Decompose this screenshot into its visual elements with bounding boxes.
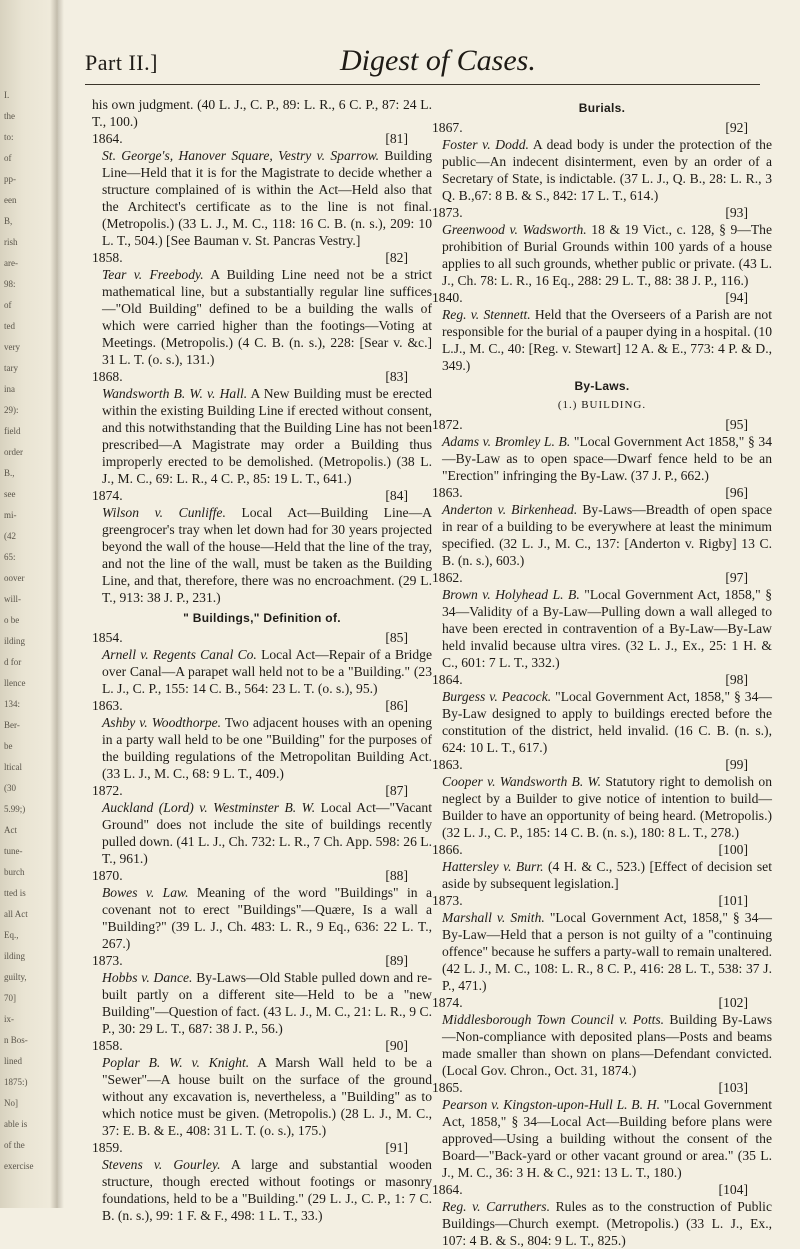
case-year-row [92, 1037, 432, 1054]
case-number: [90] [385, 1038, 408, 1053]
case-year: 1858. [92, 250, 123, 265]
case-entry [432, 416, 772, 484]
case-year-row [432, 841, 772, 858]
case-body [92, 385, 432, 487]
case-summary: Two adjacent houses with an opening in a party wall held to be one "Building" for the purposes of the building regulations of the Metropolitan Building Act. (33 L. J., M. C., 68: 9 L. T., 409.) [102, 715, 432, 781]
margin-fragment: of the [4, 1140, 25, 1150]
case-entry [432, 569, 772, 671]
margin-fragment: ilding [4, 951, 26, 961]
margin-fragment: all Act [4, 909, 28, 919]
case-year: 1874. [432, 995, 463, 1010]
case-entry [432, 671, 772, 756]
case-year-row [92, 368, 432, 385]
case-year-row [432, 289, 772, 306]
case-year: 1873. [432, 893, 463, 908]
case-year-row [92, 867, 432, 884]
case-number: [92] [725, 120, 748, 135]
case-number: [84] [385, 488, 408, 503]
case-summary: A New Building must be erected within the existing Building Line if erected without consent, and this notwithstanding that the Building Line has not been prescribed—A Magistrate may order a Building thus improperly erected to be demolished. (Metropolis.) (38 L. J., M. C., 69: L. R., 4 C. P., 85: 19 L. T., 641.) [102, 386, 432, 486]
margin-fragment: be [4, 741, 13, 751]
margin-fragment: 98: [4, 279, 16, 289]
case-number: [95] [725, 417, 748, 432]
section-heading: By-Laws. [574, 379, 630, 393]
case-name: Adams v. Bromley L. B. [442, 434, 571, 449]
case-year: 1862. [432, 570, 463, 585]
case-year-row [432, 994, 772, 1011]
case-name: Wandsworth B. W. v. Hall. [102, 386, 248, 401]
margin-fragment: tted is [4, 888, 26, 898]
case-year: 1864. [92, 131, 123, 146]
case-year: 1863. [432, 757, 463, 772]
case-body [432, 586, 772, 671]
case-year-row [432, 1181, 772, 1198]
margin-fragment: n Bos- [4, 1035, 28, 1045]
case-number: [96] [725, 485, 748, 500]
margin-fragment: 65: [4, 552, 16, 562]
case-name: Stevens v. Gourley. [102, 1157, 221, 1172]
case-summary: "Local Government Act, 1858," § 34—Local Act—Building before plans were approved—Using a building without the consent of the Board—"Back-yard or other vacant ground or area." (35 L. J., M. C., 36: 3 H. & C., 921: 13 L. T., 180.) [442, 1097, 772, 1180]
case-entry [92, 952, 432, 1037]
case-name: Cooper v. Wandsworth B. W. [442, 774, 602, 789]
case-number: [103] [718, 1080, 748, 1095]
margin-fragment: I. [4, 90, 10, 100]
page-fold-shadow [50, 0, 64, 1208]
case-body [432, 501, 772, 569]
case-number: [83] [385, 369, 408, 384]
case-summary: A large and substantial wooden structure, though erected without footings or masonry foundations, held to be a "Building." (29 L. J., C. P., 1: 7 C. B. (n. s.), 99: 1 F. & F., 498: 1 L. T., 33.) [102, 1157, 432, 1223]
case-entry [92, 1139, 432, 1224]
case-summary: Local Act—Building Line—A greengrocer's tray when let down had for 30 years projected beyond the wall of the house—Held that the line of the tray, and not the line of the wall, must be taken as the Building Line, and that, therefore, there was no encroachment. (29 L. T., 913: 38 J. P., 231.) [102, 505, 432, 605]
case-summary: (4 H. & C., 523.) [Effect of decision set aside by subsequent legislation.] [442, 859, 772, 891]
case-year-row [92, 697, 432, 714]
margin-fragment: ted [4, 321, 15, 331]
case-entry [92, 697, 432, 782]
case-body [432, 136, 772, 204]
case-entry [92, 1037, 432, 1139]
case-number: [82] [385, 250, 408, 265]
left-column [92, 96, 432, 1224]
case-year-row [432, 204, 772, 221]
case-name: Brown v. Holyhead L. B. [442, 587, 580, 602]
case-name: St. George's, Hanover Square, Vestry v. Sparrow. [102, 148, 380, 163]
margin-fragment: ina [4, 384, 15, 394]
margin-fragment: guilty, [4, 972, 27, 982]
case-year-row [432, 569, 772, 586]
case-year-row [432, 119, 772, 136]
margin-fragment: able is [4, 1119, 28, 1129]
margin-fragment: Act [4, 825, 17, 835]
case-entry [92, 867, 432, 952]
case-year: 1867. [432, 120, 463, 135]
case-year: 1864. [432, 672, 463, 687]
case-name: Arnell v. Regents Canal Co. [102, 647, 257, 662]
case-body [92, 147, 432, 249]
margin-fragment: tary [4, 363, 18, 373]
continued-text: his own judgment. (40 L. J., C. P., 89: L. R., 6 C. P., 87: 24 L. T., 100.) [92, 97, 432, 129]
case-body [92, 504, 432, 606]
case-number: [99] [725, 757, 748, 772]
margin-fragment: burch [4, 867, 25, 877]
case-year: 1870. [92, 868, 123, 883]
margin-fragment: een [4, 195, 17, 205]
case-number: [87] [385, 783, 408, 798]
case-year-row [432, 1079, 772, 1096]
case-name: Wilson v. Cunliffe. [102, 505, 226, 520]
case-entry [432, 119, 772, 204]
margin-fragment: 29): [4, 405, 19, 415]
case-number: [81] [385, 131, 408, 146]
case-year: 1873. [432, 205, 463, 220]
case-summary: "Local Government Act, 1858," § 34—By-Law—Held that a person is not guilty of a "continuing offence" because he suffers a party-wall to remain unaltered. (42 L. J., M. C., 108: L. R., 8 C. P., 416: 28 L. T., 538: 37 J. P., 471.) [442, 910, 773, 993]
case-year: 1872. [92, 783, 123, 798]
case-year: 1858. [92, 1038, 123, 1053]
case-summary: "Local Government Act 1858," § 34—By-Law as to open space—Dwarf fence held to be an "Erection" infringing the By-Law. (37 J. P., 662.) [442, 434, 773, 483]
case-summary: "Local Government Act, 1858," § 34—Validity of a By-Law—Pulling down a wall alleged to have been erected in contravention of a By-Law—By-Law held invalid because ultra vires. (32 L. J., Ex., 25: 1 H. & C., 601: 7 L. T., 332.) [442, 587, 772, 670]
case-name: Poplar B. W. v. Knight. [102, 1055, 250, 1070]
page-title: Digest of Cases. [340, 44, 536, 77]
case-body [92, 799, 432, 867]
case-year-row [432, 756, 772, 773]
margin-fragment: order [4, 447, 23, 457]
margin-fragment: of [4, 153, 12, 163]
case-body [92, 1156, 432, 1224]
case-year-row [92, 629, 432, 646]
case-year-row [92, 1139, 432, 1156]
margin-fragment: ltical [4, 762, 22, 772]
case-year: 1872. [432, 417, 463, 432]
margin-fragment: (30 [4, 783, 16, 793]
case-name: Bowes v. Law. [102, 885, 189, 900]
case-body [432, 306, 772, 374]
case-number: [89] [385, 953, 408, 968]
margin-fragment: ix- [4, 1014, 14, 1024]
case-body [432, 773, 772, 841]
case-entry [432, 756, 772, 841]
case-name: Foster v. Dodd. [442, 137, 529, 152]
case-body [92, 884, 432, 952]
margin-fragment: No] [4, 1098, 18, 1108]
case-entry [432, 1079, 772, 1181]
case-summary: A Marsh Wall held to be a "Sewer"—A house built on the surface of the ground without any excavation is, nevertheless, a "Building" as to which notice must be given. (Metropolis.) (28 L. J., M. C., 37: E. B. & E., 408: 31 L. T. (o. s.), 175.) [102, 1055, 432, 1138]
case-year-row [432, 484, 772, 501]
case-name: Pearson v. Kingston-upon-Hull L. B. H. [442, 1097, 660, 1112]
case-name: Greenwood v. Wadsworth. [442, 222, 587, 237]
case-body [432, 433, 772, 484]
margin-fragment: 134: [4, 699, 21, 709]
right-column [432, 96, 772, 1249]
margin-fragment: tune- [4, 846, 23, 856]
margin-fragment: will- [4, 594, 21, 604]
case-number: [104] [718, 1182, 748, 1197]
case-entry [92, 368, 432, 487]
case-entry [432, 892, 772, 994]
margin-fragment: B., [4, 468, 15, 478]
case-year: 1865. [432, 1080, 463, 1095]
margin-fragment: see [4, 489, 16, 499]
section-heading: " Buildings," Definition of. [183, 611, 341, 625]
case-body [92, 969, 432, 1037]
case-year-row [92, 130, 432, 147]
case-body [432, 221, 772, 289]
case-number: [93] [725, 205, 748, 220]
margin-fragment: ilding [4, 636, 26, 646]
case-number: [97] [725, 570, 748, 585]
case-body [92, 1054, 432, 1139]
case-name: Hattersley v. Burr. [442, 859, 544, 874]
case-year: 1863. [432, 485, 463, 500]
case-year: 1840. [432, 290, 463, 305]
margin-fragment: the [4, 111, 15, 121]
case-year-row [432, 671, 772, 688]
case-name: Anderton v. Birkenhead. [442, 502, 578, 517]
case-entry [92, 782, 432, 867]
case-summary: Meaning of the word "Buildings" in a covenant not to erect "Buildings"—Quære, Is a wall a "Building?" (39 L. J., Ch. 483: L. R., 9 Eq., 636: 22 L. T., 267.) [102, 885, 432, 951]
margin-fragment: B, [4, 216, 13, 226]
margin-fragment: d for [4, 657, 22, 667]
case-name: Tear v. Freebody. [102, 267, 204, 282]
case-number: [100] [718, 842, 748, 857]
case-summary: Rules as to the construction of Public Buildings—Church exempt. (Metropolis.) (33 L. J., Ex., 107: 4 B. & S., 804: 9 L. T., 825.) [442, 1199, 772, 1248]
case-body [92, 646, 432, 697]
margin-fragment: (42 [4, 531, 16, 541]
case-entry [432, 204, 772, 289]
case-summary: Building Line—Held that it is for the Magistrate to decide whether a structure complained of is within the Act—Held also that the Architect's certificate as to the line is not final. (Metropolis.) (33 L. J., M. C., 118: 16 C. B. (n. s.), 209: 10 L. T., 504.) [See Bauman v. St. Pancras Vestry.] [102, 148, 432, 248]
case-year-row [432, 416, 772, 433]
margin-fragment: exercise [4, 1161, 34, 1171]
margin-fragment: 5.99;) [4, 804, 26, 814]
section-heading: Burials. [578, 101, 626, 115]
case-year: 1874. [92, 488, 123, 503]
subsection-heading: (1.) BUILDING. [557, 399, 647, 411]
case-number: [91] [385, 1140, 408, 1155]
case-number: [94] [725, 290, 748, 305]
case-summary: 18 & 19 Vict., c. 128, § 9—The prohibition of Burial Grounds within 100 yards of a house applies to all such grounds, whether public or private. (43 L. J., Ch. 78: L. R., 16 Eq., 288: 29 L. T., 88: 38 J. P., 116.) [442, 222, 773, 288]
case-name: Reg. v. Carruthers. [442, 1199, 550, 1214]
margin-fragment: Eq., [4, 930, 19, 940]
margin-fragment: to: [4, 132, 14, 142]
running-header [85, 40, 760, 80]
case-year: 1868. [92, 369, 123, 384]
case-entry [432, 841, 772, 892]
case-entry [92, 629, 432, 697]
margin-fragment: llence [4, 678, 26, 688]
case-year: 1863. [92, 698, 123, 713]
case-number: [85] [385, 630, 408, 645]
case-year: 1864. [432, 1182, 463, 1197]
case-summary: Local Act—Repair of a Bridge over Canal—A parapet wall held not to be a "Building." (23 L. J., C. P., 155: 14 C. B., 564: 23 L. T. (o. s.), 95.) [102, 647, 432, 696]
case-number: [88] [385, 868, 408, 883]
margin-fragment: 70] [4, 993, 16, 1003]
case-entry [92, 249, 432, 368]
case-summary: Building By-Laws—Non-compliance with deposited plans—Posts and beams made smaller than shown on plans—Defendant convicted. (Local Gov. Chron., Oct. 31, 1874.) [442, 1012, 772, 1078]
case-summary: "Local Government Act, 1858," § 34—By-Law designed to apply to buildings erected before the constitution of the district, held invalid. (16 C. B. (n. s.), 624: 10 L. T., 617.) [442, 689, 772, 755]
case-year: 1866. [432, 842, 463, 857]
case-name: Reg. v. Stennett. [442, 307, 531, 322]
margin-fragment: o be [4, 615, 20, 625]
margin-fragment: pp- [4, 174, 16, 184]
margin-fragment: of [4, 300, 12, 310]
case-body [432, 1011, 772, 1079]
case-year-row [432, 892, 772, 909]
case-entry [432, 994, 772, 1079]
case-summary: Statutory right to demolish on neglect by a Builder to give notice of intention to build—Builder to have an opportunity of being heard. (Metropolis.) (32 L. J., C. P., 185: 14 C. B. (n. s.), 180: 8 L. T., 278.) [442, 774, 772, 840]
margin-fragment: Ber- [4, 720, 20, 730]
case-body [432, 1096, 772, 1181]
case-summary: A dead body is under the protection of the public—An indecent disinterment, even by an order of a Secretary of State, is indictable. (37 L. J., Q. B., 28: L. R., 3 Q. B.,67: 8 B. & S., 842: 17 L. T., 614.) [442, 137, 772, 203]
case-entry [432, 484, 772, 569]
margin-fragment: rish [4, 237, 18, 247]
case-entry [432, 1181, 772, 1249]
case-number: [101] [718, 893, 748, 908]
header-rule [85, 84, 760, 85]
case-name: Auckland (Lord) v. Westminster B. W. [102, 800, 316, 815]
case-number: [86] [385, 698, 408, 713]
case-name: Ashby v. Woodthorpe. [102, 715, 222, 730]
case-body [92, 714, 432, 782]
case-summary: A Building Line need not be a strict mathematical line, but a substantially regular line suffices—"Old Building" defined to be a building the walls of which were carried higher than the footings—Voting at Meetings. (Metropolis.) (4 C. B. (n. s.), 228: [Sear v. &c.] 31 L. T. (o. s.), 131.) [102, 267, 432, 367]
case-entry [92, 130, 432, 249]
margin-fragment: are- [4, 258, 18, 268]
case-body [92, 266, 432, 368]
margin-fragment: very [4, 342, 20, 352]
case-year: 1859. [92, 1140, 123, 1155]
case-entry [92, 487, 432, 606]
case-year: 1854. [92, 630, 123, 645]
case-year: 1873. [92, 953, 123, 968]
case-year-row [92, 487, 432, 504]
case-body [432, 1198, 772, 1249]
margin-fragment: lined [4, 1056, 22, 1066]
margin-fragment: 1875:) [4, 1077, 28, 1087]
case-body [432, 858, 772, 892]
case-body [432, 909, 772, 994]
case-year-row [92, 782, 432, 799]
margin-fragment: mi- [4, 510, 17, 520]
case-name: Marshall v. Smith. [442, 910, 545, 925]
case-name: Burgess v. Peacock. [442, 689, 552, 704]
case-number: [102] [718, 995, 748, 1010]
case-name: Middlesborough Town Council v. Potts. [442, 1012, 665, 1027]
case-summary: Held that the Overseers of a Parish are not responsible for the burial of a pauper dying in a hospital. (10 L.J., M. C., 40: [Reg. v. Stewart] 12 A. & E., 773: 4 P. & D., 349.) [442, 307, 772, 373]
case-year-row [92, 249, 432, 266]
case-number: [98] [725, 672, 748, 687]
case-year-row [92, 952, 432, 969]
case-summary: By-Laws—Breadth of open space in rear of a building to be everywhere at least the minimum specified. (32 L. J., M. C., 137: [Anderton v. Rigby] 13 C. B. (n. s.), 603.) [442, 502, 772, 568]
margin-fragment: field [4, 426, 21, 436]
case-name: Hobbs v. Dance. [102, 970, 193, 985]
case-summary: Local Act—"Vacant Ground" does not include the site of buildings recently pulled down. (41 L. J., Ch. 732: L. R., 7 Ch. App. 598: 26 L. T., 961.) [102, 800, 432, 866]
case-entry [432, 289, 772, 374]
margin-fragment: oover [4, 573, 25, 583]
case-summary: By-Laws—Old Stable pulled down and re-built partly on a different site—Held to be a "new Building"—Question of fact. (43 L. J., M. C., 21: L. R., 9 C. P., 30: 29 L. T., 687: 38 J. P., 56.) [102, 970, 432, 1036]
part-label: Part II.] [85, 50, 158, 75]
case-body [432, 688, 772, 756]
